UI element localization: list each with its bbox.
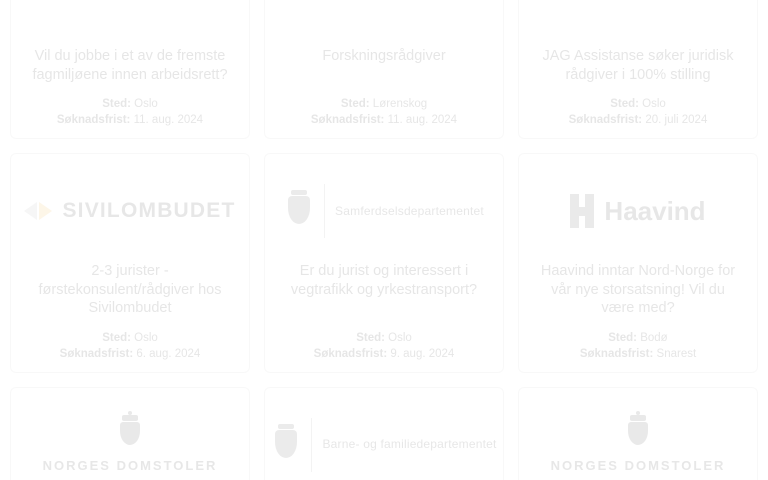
norges-domstoler-logo bbox=[551, 415, 726, 475]
employer-logo bbox=[531, 402, 745, 480]
job-title: 2-3 jurister - førstekonsulent/rådgiver hos Sivilombudet bbox=[38, 263, 222, 317]
job-location-label: Sted: bbox=[102, 98, 131, 111]
norway-crest-icon bbox=[625, 415, 651, 451]
job-location-label: Sted: bbox=[608, 331, 638, 344]
job-location-label: Sted: bbox=[356, 331, 385, 344]
job-title: Forskningsrådgiver bbox=[322, 48, 446, 64]
job-title: JAG Assistanse søker juridisk rådgiver i 100% stilling bbox=[542, 48, 734, 83]
job-card[interactable] bbox=[10, 387, 250, 480]
job-card[interactable] bbox=[264, 153, 504, 373]
employer-logo bbox=[277, 0, 491, 39]
sivilombudet-logo-text: SIVILOMBUDET bbox=[62, 199, 236, 223]
employer-logo bbox=[531, 168, 745, 254]
employer-logo bbox=[531, 0, 745, 39]
norway-crest-icon bbox=[117, 415, 143, 451]
departement-logo-text: Barne- og familiedepartementet bbox=[322, 437, 497, 452]
job-card[interactable] bbox=[518, 387, 758, 480]
job-location bbox=[356, 332, 412, 344]
job-location bbox=[102, 332, 158, 344]
job-location-value: Bodø bbox=[640, 331, 668, 344]
job-deadline bbox=[580, 348, 696, 360]
job-card[interactable] bbox=[518, 0, 758, 139]
job-deadline bbox=[314, 348, 455, 360]
job-location-label: Sted: bbox=[102, 331, 131, 344]
job-card[interactable] bbox=[264, 0, 504, 139]
job-title: Haavind inntar Nord-Norge for vår nye storsatsning! Vil du være med? bbox=[540, 263, 736, 317]
employer-logo bbox=[23, 0, 237, 39]
job-location bbox=[341, 98, 427, 110]
job-location bbox=[608, 332, 667, 344]
job-location bbox=[610, 98, 666, 110]
job-deadline-value: 11. aug. 2024 bbox=[387, 114, 458, 127]
job-deadline-value: 6. aug. 2024 bbox=[136, 347, 201, 360]
job-card[interactable] bbox=[10, 0, 250, 139]
haavind-logo bbox=[570, 194, 705, 228]
samferdselsdepartementet-logo bbox=[284, 184, 484, 238]
haavind-mark-icon bbox=[570, 194, 594, 228]
job-deadline-label: Søknadsfrist: bbox=[579, 347, 654, 360]
job-deadline bbox=[569, 114, 708, 126]
job-card[interactable] bbox=[10, 153, 250, 373]
barne-og-familiedepartementet-logo bbox=[271, 418, 496, 472]
job-deadline-label: Søknadsfrist: bbox=[56, 114, 131, 127]
job-card[interactable] bbox=[518, 153, 758, 373]
logo-divider bbox=[324, 184, 325, 238]
job-deadline-label: Søknadsfrist: bbox=[310, 114, 385, 127]
job-deadline-value: Snarest bbox=[656, 347, 697, 360]
job-location-value: Lørenskog bbox=[372, 98, 428, 111]
haavind-logo-text: Haavind bbox=[604, 195, 706, 226]
job-location-value: Oslo bbox=[388, 331, 412, 344]
job-location-value: Oslo bbox=[134, 331, 158, 344]
job-deadline-label: Søknadsfrist: bbox=[59, 347, 134, 360]
job-location-value: Oslo bbox=[642, 98, 666, 111]
job-card-grid bbox=[10, 0, 758, 480]
job-location-label: Sted: bbox=[340, 98, 370, 111]
employer-logo bbox=[23, 168, 237, 254]
employer-logo bbox=[277, 402, 497, 480]
job-location-value: Oslo bbox=[134, 98, 158, 111]
job-deadline bbox=[60, 348, 201, 360]
job-title: Vil du jobbe i et av de fremste fagmiljøene innen arbeidsrett? bbox=[32, 48, 228, 83]
job-card[interactable] bbox=[264, 387, 504, 480]
job-deadline bbox=[57, 114, 203, 126]
job-deadline-value: 20. juli 2024 bbox=[645, 114, 708, 127]
employer-logo bbox=[277, 168, 491, 254]
norges-domstoler-logo bbox=[43, 415, 218, 475]
norges-domstoler-logo-text: NORGES DOMSTOLER bbox=[550, 457, 726, 473]
job-deadline-label: Søknadsfrist: bbox=[313, 347, 388, 360]
sivilombudet-logo bbox=[24, 199, 235, 223]
job-deadline-value: 11. aug. 2024 bbox=[133, 114, 204, 127]
job-location-label: Sted: bbox=[610, 98, 639, 111]
employer-logo bbox=[23, 402, 237, 480]
lion-crest-icon bbox=[284, 190, 314, 232]
norges-domstoler-logo-text: NORGES DOMSTOLER bbox=[42, 457, 218, 473]
job-title: Er du jurist og interessert i vegtrafikk og yrkestransport? bbox=[290, 263, 478, 298]
logo-divider bbox=[311, 418, 312, 472]
job-location bbox=[102, 98, 158, 110]
job-deadline bbox=[311, 114, 457, 126]
departement-logo-text: Samferdselsdepartementet bbox=[335, 203, 484, 218]
lion-crest-icon bbox=[271, 424, 301, 466]
sivilombudet-mark-icon bbox=[24, 202, 52, 220]
job-deadline-value: 9. aug. 2024 bbox=[390, 347, 455, 360]
job-deadline-label: Søknadsfrist: bbox=[568, 114, 643, 127]
